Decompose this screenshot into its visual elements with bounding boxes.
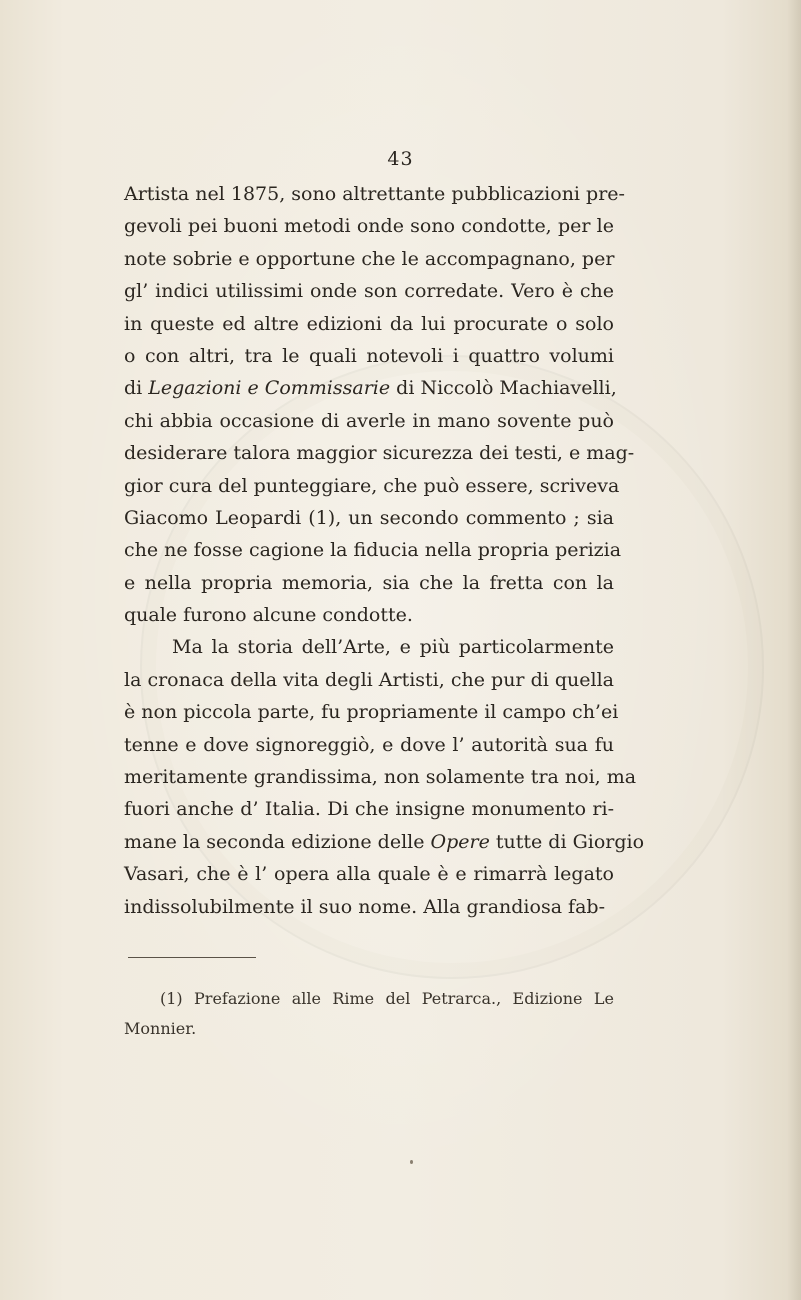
- text-line: [124, 405, 614, 437]
- text-line: [124, 567, 614, 599]
- text-segment: la cronaca della vita degli Artisti, che pur di quella: [124, 668, 614, 691]
- footnote-line: Monnier.: [124, 1019, 197, 1038]
- italic-title: Opere: [430, 830, 490, 853]
- text-segment: chi abbia occasione di averle in mano sovente può: [124, 409, 614, 432]
- text-segment: e nella propria memoria, sia che la fretta con la: [124, 571, 614, 594]
- text-line: [124, 631, 614, 663]
- text-segment: tenne e dove signoreggiò, e dove l’ autorità sua fu: [124, 733, 614, 756]
- text-segment: in queste ed altre edizioni da lui procurate o solo: [124, 312, 614, 335]
- text-line: [124, 178, 625, 210]
- footnote: [124, 984, 614, 1044]
- text-segment: Artista nel 1875, sono altrettante pubblicazioni pre-: [124, 183, 625, 205]
- text-line: [124, 761, 637, 793]
- text-line: [124, 696, 619, 728]
- text-line: [124, 308, 614, 340]
- text-segment: Giacomo Leopardi (1), un secondo commento ; sia: [124, 506, 614, 529]
- text-segment: è non piccola parte, fu propriamente il campo ch’ei: [124, 701, 619, 724]
- text-segment: meritamente grandissima, non solamente tra noi, ma: [124, 766, 637, 789]
- text-line: [124, 858, 614, 890]
- text-segment: Vasari, che è l’ opera alla quale è e rimarrà legato: [124, 863, 614, 886]
- text-segment: o con altri, tra le quali notevoli i quattro volumi: [124, 344, 614, 367]
- text-line: [124, 793, 614, 825]
- text-segment: indissolubilmente il suo nome. Alla grandiosa fab-: [124, 895, 606, 918]
- text-line: [124, 664, 614, 696]
- text-line: [124, 534, 622, 566]
- paper-speck: [410, 1160, 413, 1164]
- text-segment: Ma la storia dell’Arte, e più particolarmente: [172, 636, 614, 659]
- text-segment: tutte di Giorgio: [489, 830, 645, 853]
- body-text: [124, 178, 645, 923]
- text-segment: desiderare talora maggior sicurezza dei testi, e mag-: [124, 442, 635, 465]
- page-number: 43: [387, 148, 414, 170]
- text-line: [124, 243, 614, 275]
- text-line: [124, 599, 614, 631]
- text-segment: gevoli pei buoni metodi onde sono condotte, per le: [124, 215, 614, 238]
- text-line: [124, 210, 614, 242]
- text-segment: di Niccolò Machiavelli,: [390, 377, 617, 400]
- text-line: [124, 502, 614, 534]
- text-line: [124, 275, 614, 307]
- text-segment: mane la seconda edizione delle: [124, 830, 431, 853]
- text-segment: gl’ indici utilissimi onde son corredate. Vero è che: [124, 280, 614, 303]
- text-segment: fuori anche d’ Italia. Di che insigne monumento ri-: [124, 798, 614, 821]
- text-segment: quale furono alcune condotte.: [124, 604, 413, 627]
- footnote-line: (1) Prefazione alle Rime del Petrarca., Edizione Le: [160, 989, 614, 1008]
- text-segment: che ne fosse cagione la fiducia nella propria perizia: [124, 539, 622, 562]
- text-segment: di: [124, 377, 149, 400]
- footnote-separator: [128, 957, 256, 958]
- text-line: [124, 470, 620, 502]
- text-line: [124, 437, 635, 469]
- italic-title: Legazioni e Commissarie: [148, 377, 391, 400]
- text-segment: note sobrie e opportune che le accompagnano, per: [124, 247, 615, 270]
- page-edge-shadow: [787, 0, 801, 1300]
- text-line: [124, 372, 617, 404]
- text-line: [124, 729, 614, 761]
- text-line: [124, 340, 614, 372]
- text-line: [124, 826, 645, 858]
- text-line: [124, 891, 614, 923]
- text-segment: gior cura del punteggiare, che può essere, scriveva: [124, 474, 620, 497]
